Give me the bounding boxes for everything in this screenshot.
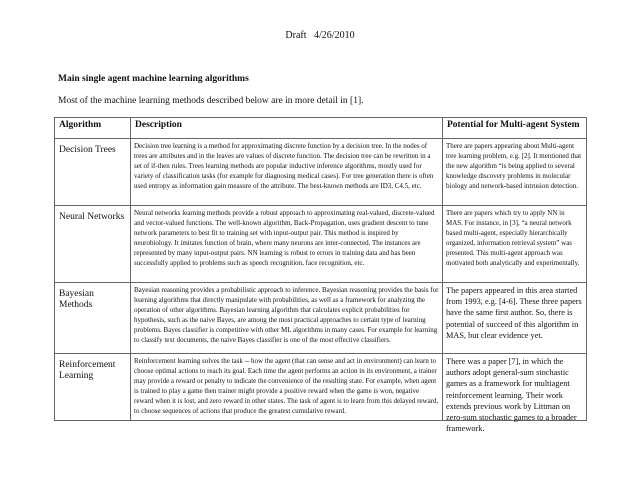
potential-cell [443, 283, 587, 354]
potential-cell [443, 354, 587, 434]
table-row [55, 283, 587, 354]
algorithm-cell [55, 354, 131, 421]
potential-text: There are papers appearing about Multi-agent tree learning problem, e.g. [2]. It mentioned that the new algorithm “is being applied to several knowledge discovery problems in molecular biology and network-based intrusion detection. [446, 142, 582, 190]
table-row [55, 139, 587, 206]
description-cell [131, 354, 443, 421]
description-cell [131, 206, 443, 283]
column-header-potential: Potential for Multi-agent System [443, 118, 587, 139]
algorithms-table [54, 117, 587, 434]
algorithm-name: Decision Trees [59, 145, 116, 155]
potential-cell [443, 139, 587, 206]
table-row [55, 354, 587, 421]
column-header-description: Description [131, 118, 443, 139]
algorithm-name: Bayesian Methods [59, 289, 94, 310]
algorithm-cell [55, 206, 131, 283]
potential-text: There are papers which try to apply NN in MAS. For instance, in [3], “a neural network based multi-agent, especially hierarchically organized, information retrieval system” was presented. This multi-agent approach was motivated both analytically and experimentally. [446, 209, 580, 267]
table-header-row [55, 118, 587, 139]
algorithm-cell [55, 139, 131, 206]
description-cell [131, 139, 443, 206]
description-text: Bayesian reasoning provides a probabilistic approach to inference. Bayesian reasoning provides the basis for learning algorithms that directly manipulate with probabilities, as well as a framework for analyzing the operation of other algorithms. Bayesian learning algorithm that calculates explicit probabilities for hypothesis, such as the naive Bayes, are among the most practical approaches to certain type of learning problems. Bayes classifier is competitive with other ML algorithms in many cases. For example for learning to classify text documents, the naive Bayes classifier is one of the most effective classifiers. [134, 286, 439, 344]
column-header-algorithm: Algorithm [55, 118, 131, 139]
algorithm-cell [55, 283, 131, 354]
intro-paragraph: Most of the machine learning methods described below are in more detail in [1]. [58, 96, 364, 106]
potential-cell [443, 206, 587, 283]
description-text: Reinforcement learning solves the task -- how the agent (that can sense and act in environment) can learn to choose optimal actions to reach its goal. Each time the agent performs an action in its environment, a trainer may provide a reward or penalty to indicate the convenience of the resulting state. For example, when agent is trained to play a game then trainer might provide a positive reward when the game is won, negative reward when it is lost, and zero reward in other states. The task of agent is to learn from this delayed reward, to choose sequences of actions that produce the greatest cumulative reward. [134, 357, 439, 415]
potential-text: There was a paper [7], in which the authors adopt general-sum stochastic games as a framework for multiagent reinforcement learning. Their work extends previous work by Littman on zero-sum stochastic games to a broader framework. [446, 357, 577, 434]
description-cell [131, 283, 443, 354]
description-text: Decision tree learning is a method for approximating discrete function by a decision tree. In the nodes of trees are attributes and in the leaves are values of discrete function. The decision tree can be rewritten in a set of if-then rules. Trees learning methods are popular inductive inference algorithms, mostly used for variety of classification tasks (for example for diagnosing medical cases). For tree generation there is often used entropy as information gain measure of the attribute. The best-known methods are ID3, C4.5, etc. [134, 142, 434, 190]
description-text: Neural networks learning methods provide a robust approach to approximating real-valued, discrete-valued and vector-valued functions. The well-known algorithm, Back-Propagation, uses gradient descent to tune network parameters to best fit to training set with input-output pair. This method is inspired by neurobiology. It imitates function of brain, where many neurons are inter-connected. The instances are represented by many input-output pairs. NN learning is robust to errors in training data and has been successfully applied to problems such as speech recognition, face recognition, etc. [134, 209, 435, 267]
algorithm-name: Neural Networks [59, 212, 125, 222]
potential-text: The papers appeared in this area started from 1993, e.g. [4-6]. These three papers have the same first author. So, there is potential of succeed of this algorithm in MAS, but clear evidence yet. [446, 286, 582, 340]
section-heading: Main single agent machine learning algorithms [58, 74, 249, 84]
draft-date-header: Draft 4/26/2010 [285, 30, 355, 41]
algorithm-name: Reinforcement Learning [59, 360, 116, 381]
table-row [55, 206, 587, 283]
